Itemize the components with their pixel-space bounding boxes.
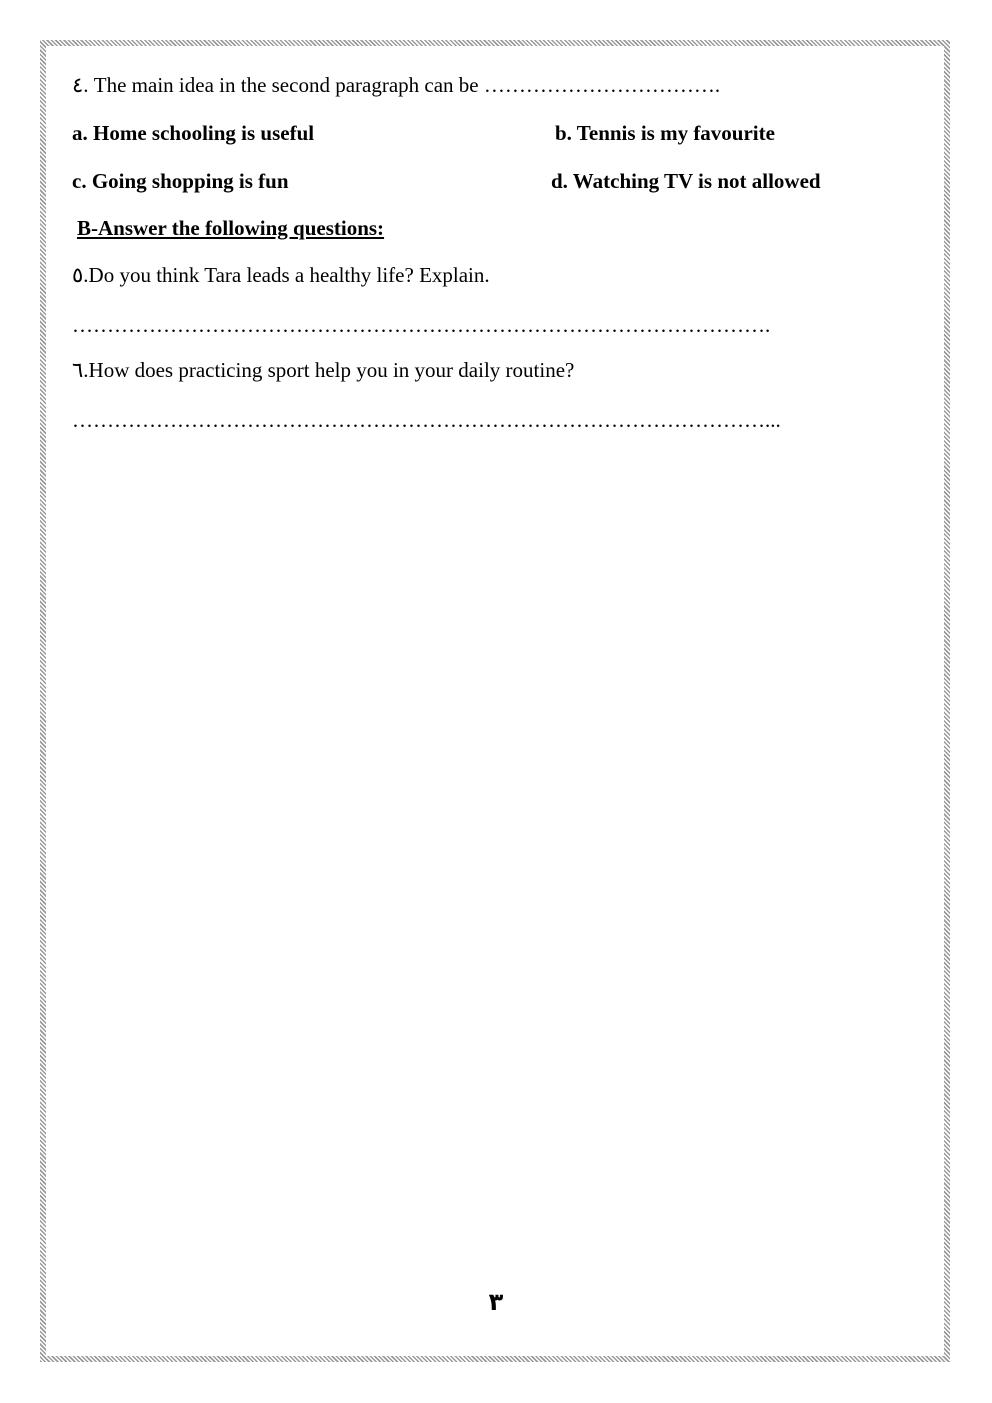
option-a: a. Home schooling is useful — [72, 121, 315, 145]
section-b-heading: B-Answer the following questions: — [77, 216, 385, 240]
page-number: ٣ — [488, 1288, 504, 1316]
question-6-answer-line[interactable]: ………………………………………………………………………………………... — [72, 408, 781, 432]
question-4 — [72, 72, 720, 98]
question-5-text: .Do you think Tara leads a healthy life? Explain. — [83, 263, 490, 287]
question-4-text: . The main idea in the second paragraph can be ……………………………. — [83, 73, 721, 97]
question-4-number: ٤ — [72, 73, 84, 97]
question-5-answer-line[interactable]: ………………………………………………………………………………………. — [72, 313, 771, 337]
question-6-text: .How does practicing sport help you in your daily routine? — [83, 358, 575, 382]
option-b: b. Tennis is my favourite — [555, 121, 775, 145]
question-6-number: ٦ — [72, 358, 84, 382]
option-c: c. Going shopping is fun — [72, 169, 289, 193]
question-5 — [72, 262, 490, 288]
question-6 — [72, 357, 574, 383]
option-d: d. Watching TV is not allowed — [551, 169, 821, 193]
question-5-number: ٥ — [72, 263, 84, 287]
